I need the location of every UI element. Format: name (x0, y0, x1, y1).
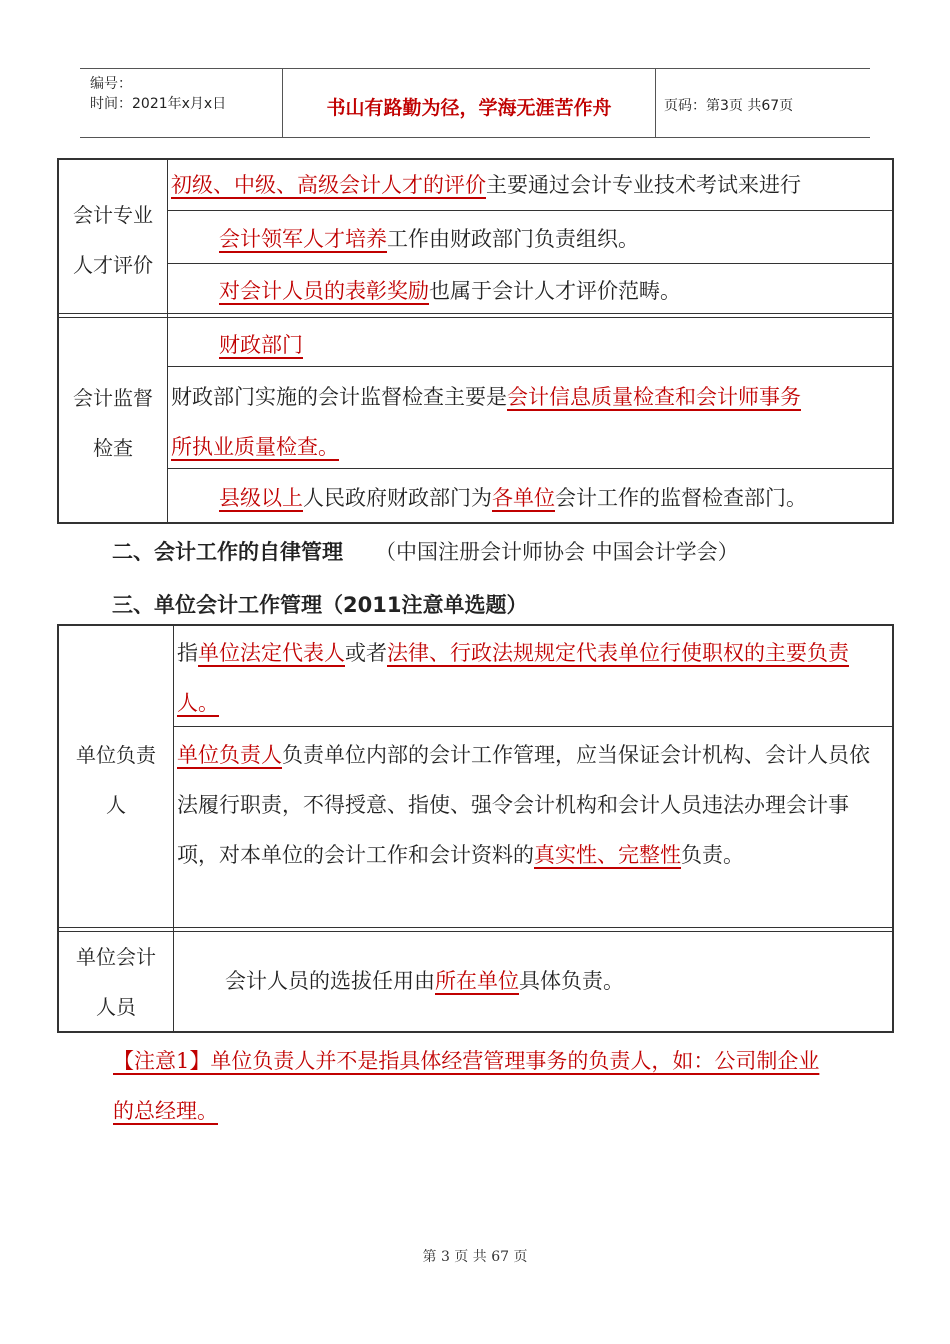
section-title: 三、单位会计工作管理（2011注意单选题） (112, 593, 528, 617)
row-label-line: 人员 (96, 995, 136, 1019)
highlighted-text: 所执业质量检查。 (171, 435, 339, 459)
plain-text: 负责单位内部的会计工作管理，应当保证会计机构、会计人员依法履行职责，不得授意、指使、强令会计机构和会计人员违法办理会计事项，对本单位的会计工作和会计资料的 (177, 743, 870, 867)
row-label-line: 检查 (93, 436, 133, 460)
highlighted-text: 会计领军人才培养 (219, 227, 387, 251)
plain-text: 财政部门实施的会计监督检查主要是 (171, 385, 507, 409)
unit-accounting-table (57, 624, 894, 1033)
table-row-separator (59, 927, 892, 932)
plain-text: 也属于会计人才评价范畴。 (429, 279, 681, 303)
row-label-line: 单位会计 (76, 945, 156, 969)
highlighted-text: 县级以上 (219, 486, 303, 510)
table-cell-text (225, 956, 624, 1006)
row-label-line: 会计专业 (73, 203, 153, 227)
table-cell-text (171, 160, 801, 210)
highlighted-text: 初级、中级、高级会计人才的评价 (171, 173, 486, 197)
plain-text: 负责。 (681, 843, 744, 867)
highlighted-text: 各单位 (492, 486, 555, 510)
motto-text: 书山有路勤为径，学海无涯苦作舟 (326, 97, 612, 119)
section-orgs: （中国注册会计师协会 中国会计学会） (375, 540, 739, 564)
header-page-cell (656, 69, 870, 137)
row-label-line: 人 (106, 793, 126, 817)
header-motto-cell (283, 69, 656, 137)
row-label-line: 单位负责 (76, 743, 156, 767)
document-time-label: 时间：2021年x月x日 (90, 96, 227, 112)
table-cell-paragraph (177, 730, 877, 880)
highlighted-text: 单位法定代表人 (198, 641, 345, 665)
table-divider (173, 626, 174, 1031)
highlighted-text: 真实性、完整性 (534, 843, 681, 867)
page-footer: 第 3 页 共 67 页 (422, 1249, 528, 1265)
highlighted-text: 对会计人员的表彰奖励 (219, 279, 429, 303)
row-label-unit-accountants (59, 932, 173, 1032)
row-label-unit-head (59, 730, 173, 830)
plain-text: 工作由财政部门负责组织。 (387, 227, 639, 251)
accounting-management-table (57, 158, 894, 524)
plain-text: 具体负责。 (519, 969, 624, 993)
document-number-label: 编号： (90, 76, 132, 92)
highlighted-text: 法律、行政法规规定代表单位行使职权的主要负责人。 (177, 641, 849, 715)
header-meta-cell (80, 69, 283, 137)
table-cell-paragraph (177, 628, 877, 728)
row-label-line: 会计监督 (73, 386, 153, 410)
plain-text: 主要通过会计专业技术考试来进行 (486, 173, 801, 197)
attention-note (113, 1036, 833, 1136)
highlighted-text: 财政部门 (219, 333, 303, 357)
table-cell-text (219, 473, 807, 523)
table-cell-text (171, 372, 801, 422)
table-cell-text (219, 214, 639, 264)
plain-text: 人民政府财政部门为 (303, 486, 492, 510)
plain-text: 指 (177, 641, 198, 665)
row-label-line: 人才评价 (73, 253, 153, 277)
table-cell-text (171, 422, 339, 472)
row-label-supervision-inspection (59, 373, 167, 473)
page-header (80, 68, 870, 138)
highlighted-text: 会计信息质量检查和会计师事务 (507, 385, 801, 409)
plain-text: 会计工作的监督检查部门。 (555, 486, 807, 510)
row-label-talent-evaluation (59, 190, 167, 290)
page-number-label: 页码：第3页 共67页 (664, 98, 794, 114)
plain-text: 会计人员的选拔任用由 (225, 969, 435, 993)
highlighted-text: 所在单位 (435, 969, 519, 993)
section-heading-unit-management (112, 589, 527, 619)
highlighted-text: 单位负责人 (177, 743, 282, 767)
table-divider (167, 210, 892, 211)
note-text: 【注意1】单位负责人并不是指具体经营管理事务的负责人，如：公司制企业的总经理。 (113, 1049, 820, 1123)
plain-text: 或者 (345, 641, 387, 665)
section-title: 二、会计工作的自律管理 (112, 540, 343, 564)
table-cell-text (219, 266, 681, 316)
table-cell-text (219, 320, 303, 370)
section-heading-self-regulation (112, 536, 739, 566)
